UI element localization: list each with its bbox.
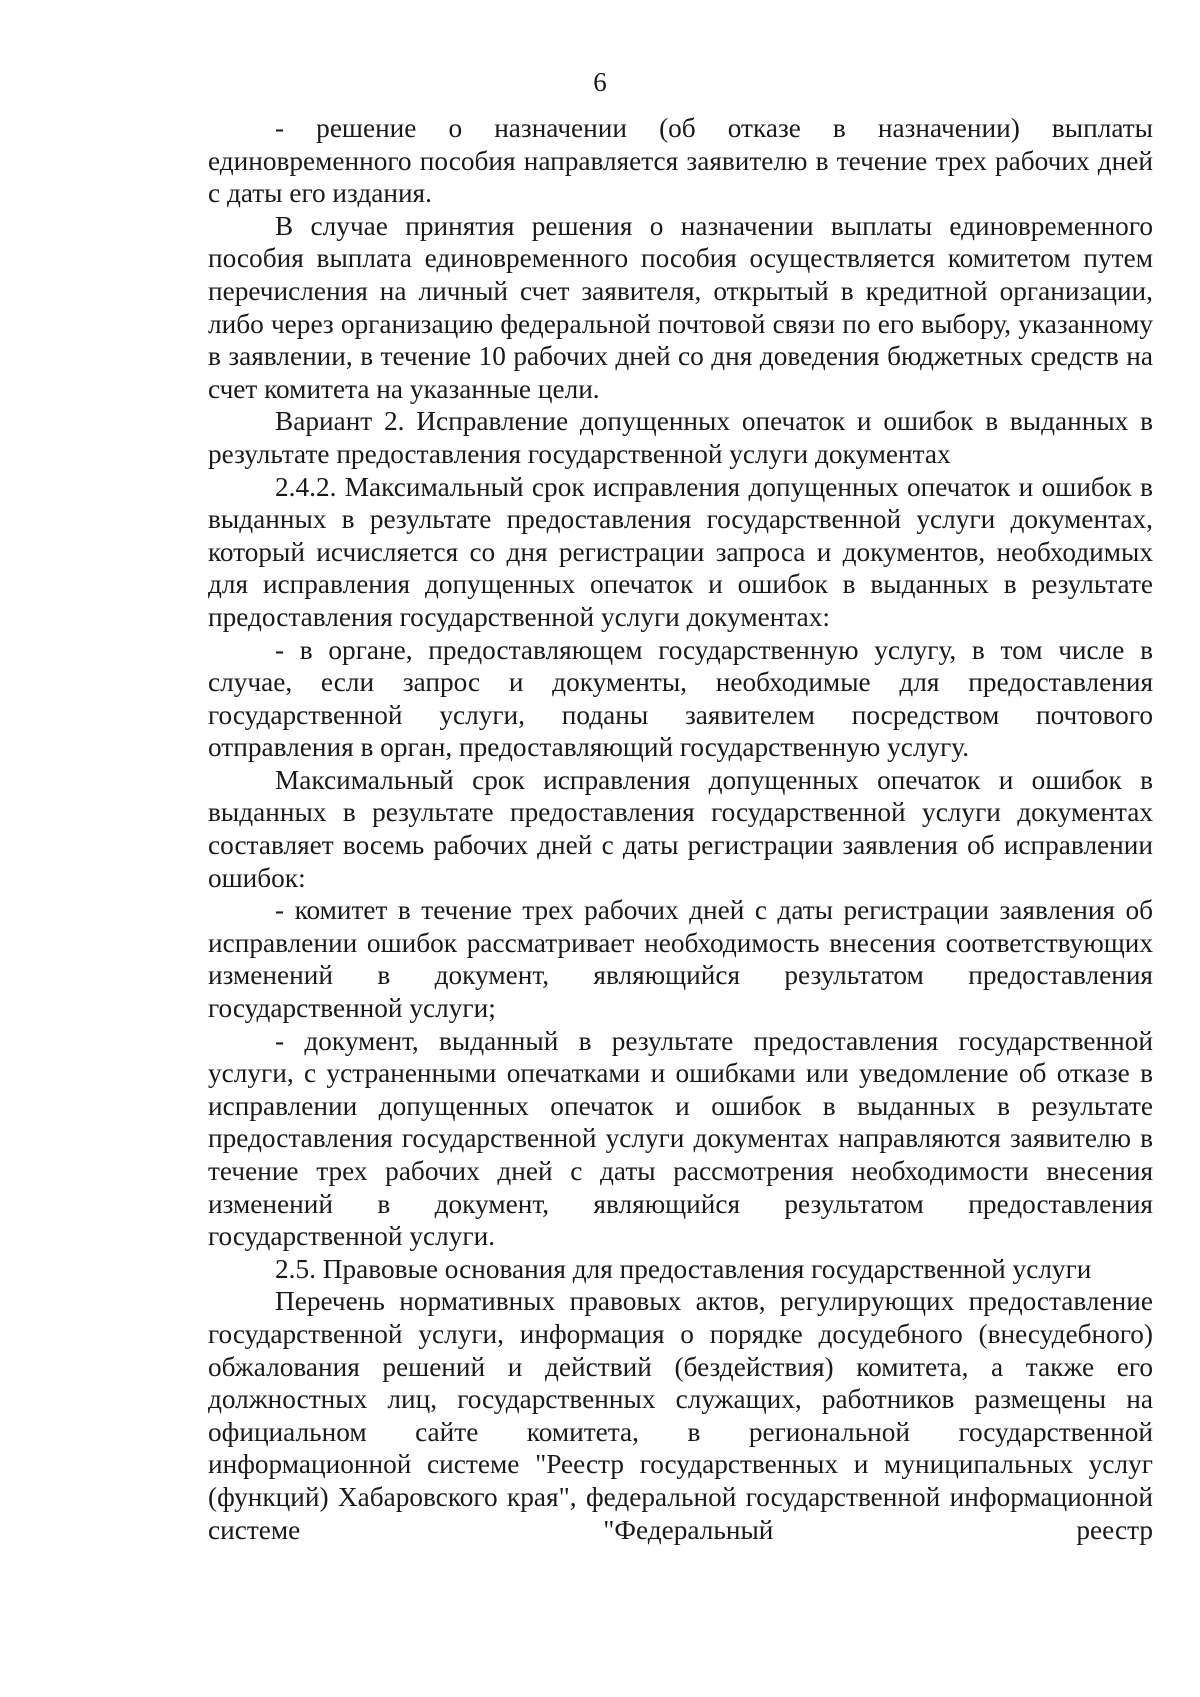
paragraph-in-authority: - в органе, предоставляющем государственную услугу, в том числе в случае, если запрос и документы, необходимые для предоставления государственной услуги, поданы заявителем посредством почтового отправления в орган, предоставляющий государственную услугу. <box>208 634 1153 763</box>
paragraph-corrected-document: - документ, выданный в результате предоставления государственной услуги, с устраненными опечатками и ошибками или уведомление об отказе в исправлении допущенных опечаток и ошибок в выданных в результате предоставления государственной услуги документах направляются заявителю в течение трех рабочих дней с даты рассмотрения необходимости внесения изменений в документ, являющийся результатом предоставления государственной услуги. <box>208 1025 1153 1252</box>
document-body <box>208 112 1153 1546</box>
paragraph-2-5-heading: 2.5. Правовые основания для предоставления государственной услуги <box>275 1253 1092 1284</box>
paragraph-max-correction-term: Максимальный срок исправления допущенных опечаток и ошибок в выданных в результате предоставления государственной услуги документах составляет восемь рабочих дней с даты регистрации заявления об исправлении ошибок: <box>208 764 1153 893</box>
paragraph-variant-2-heading: Вариант 2. Исправление допущенных опечаток и ошибок в выданных в результате предоставления государственной услуги документах <box>208 406 1153 469</box>
paragraph-2-4-2: 2.4.2. Максимальный срок исправления допущенных опечаток и ошибок в выданных в результате предоставления государственной услуги документах, который исчисляется со дня регистрации запроса и документов, необходимых для исправления допущенных опечаток и ошибок в выданных в результате предоставления государственной услуги документах: <box>208 471 1153 632</box>
paragraph-payment-procedure: В случае принятия решения о назначении выплаты единовременного пособия выплата единовременного пособия осуществляется комитетом путем перечисления на личный счет заявителя, открытый в кредитной организации, либо через организацию федеральной почтовой связи по его выбору, указанному в заявлении, в течение 10 рабочих дней со дня доведения бюджетных средств на счет комитета на указанные цели. <box>208 210 1153 404</box>
paragraph-legal-acts-list: Перечень нормативных правовых актов, регулирующих предоставление государственной услуги, информация о порядке досудебного (внесудебного) обжалования решений и действий (бездействия) комитета, а также его должностных лиц, государственных служащих, работников размещены на официальном сайте комитета, в региональной государственной информационной системе "Реестр государственных и муниципальных услуг (функций) Хабаровского края", федеральной государственной информационной системе "Федеральный реестр <box>208 1286 1153 1545</box>
page-number: 6 <box>593 67 607 97</box>
paragraph-committee-review: - комитет в течение трех рабочих дней с даты регистрации заявления об исправлении ошибок рассматривает необходимость внесения соответствующих изменений в документ, являющийся результатом предоставления государственной услуги; <box>208 895 1153 1024</box>
paragraph-decision-notice: - решение о назначении (об отказе в назначении) выплаты единовременного пособия направляется заявителю в течение трех рабочих дней с даты его издания. <box>208 113 1153 209</box>
